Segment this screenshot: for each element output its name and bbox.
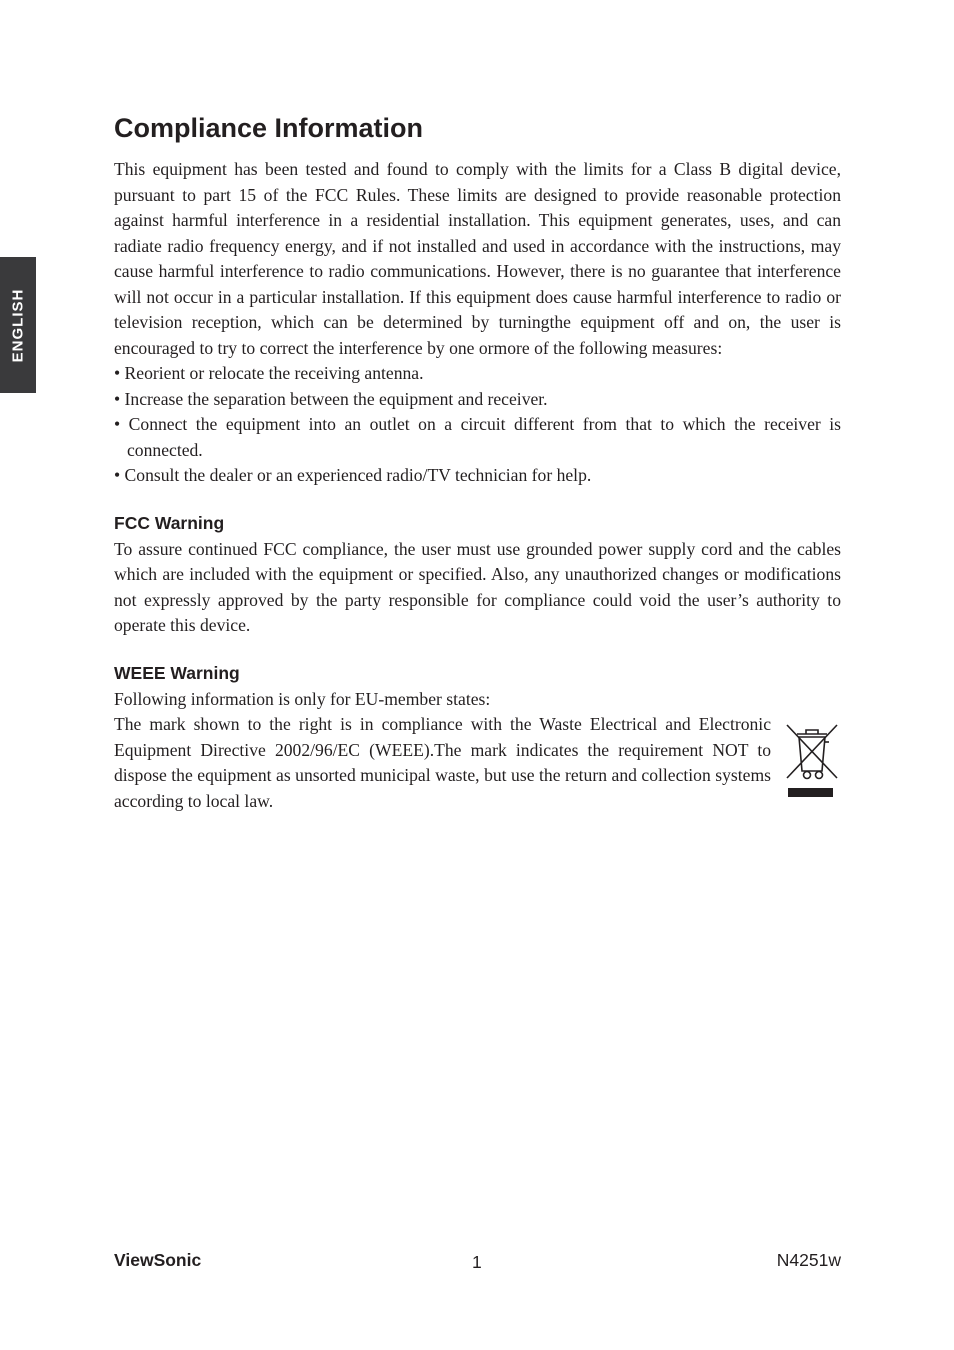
measures-list	[114, 361, 841, 489]
fcc-paragraph: To assure continued FCC compliance, the user must use grounded power supply cord and the cables which are included with the equipment or specified. Also, any unauthorized changes or modifications not expressly approved by the party responsible for compliance could void the user’s authority to operate this device.	[114, 538, 841, 635]
list-item: • Increase the separation between the equipment and receiver.	[114, 388, 548, 409]
intro-paragraph: This equipment has been tested and found to comply with the limits for a Class B digital device, pursuant to part 15 of the FCC Rules. These limits are designed to provide reasonable protection against harmful interference in a residential installation. This equipment generates, uses, and can radiate radio frequency energy, and if not installed and used in accordance with the instructions, may cause harmful interference to radio communications. However, there is no guarantee that interference will not occur in a particular installation. If this equipment does cause harmful interference to radio or television reception, which can be determined by turningthe equipment off and on, the user is encouraged to try to correct the interference by one ormore of the following measures:	[114, 159, 841, 358]
page-footer	[114, 1250, 841, 1274]
list-item: • Consult the dealer or an experienced radio/TV technician for help.	[114, 465, 592, 485]
language-tab-label: ENGLISH	[9, 288, 27, 362]
list-item: • Reorient or relocate the receiving antenna.	[114, 363, 424, 383]
model-number: N4251w	[776, 1250, 841, 1270]
page-title: Compliance Information	[114, 113, 424, 143]
main-content	[114, 108, 841, 814]
list-item: • Connect the equipment into an outlet on a circuit different from that to which the receiver is connected.	[114, 414, 841, 460]
language-tab	[0, 257, 36, 393]
page-number: 1	[472, 1252, 482, 1272]
fcc-heading: FCC Warning	[114, 512, 225, 533]
crossed-out-wheelie-bin-icon	[783, 722, 841, 807]
weee-heading: WEEE Warning	[114, 662, 240, 683]
weee-intro-line: Following information is only for EU-member states:	[114, 688, 491, 709]
weee-paragraph: The mark shown to the right is in compliance with the Waste Electrical and Electronic Equipment Directive 2002/96/EC (WEEE).The mark indicates the requirement NOT to dispose the equipment as unsorted municipal waste, but use the return and collection systems according to local law.	[114, 714, 771, 811]
weee-section	[114, 712, 841, 814]
brand-name: ViewSonic	[114, 1250, 202, 1270]
